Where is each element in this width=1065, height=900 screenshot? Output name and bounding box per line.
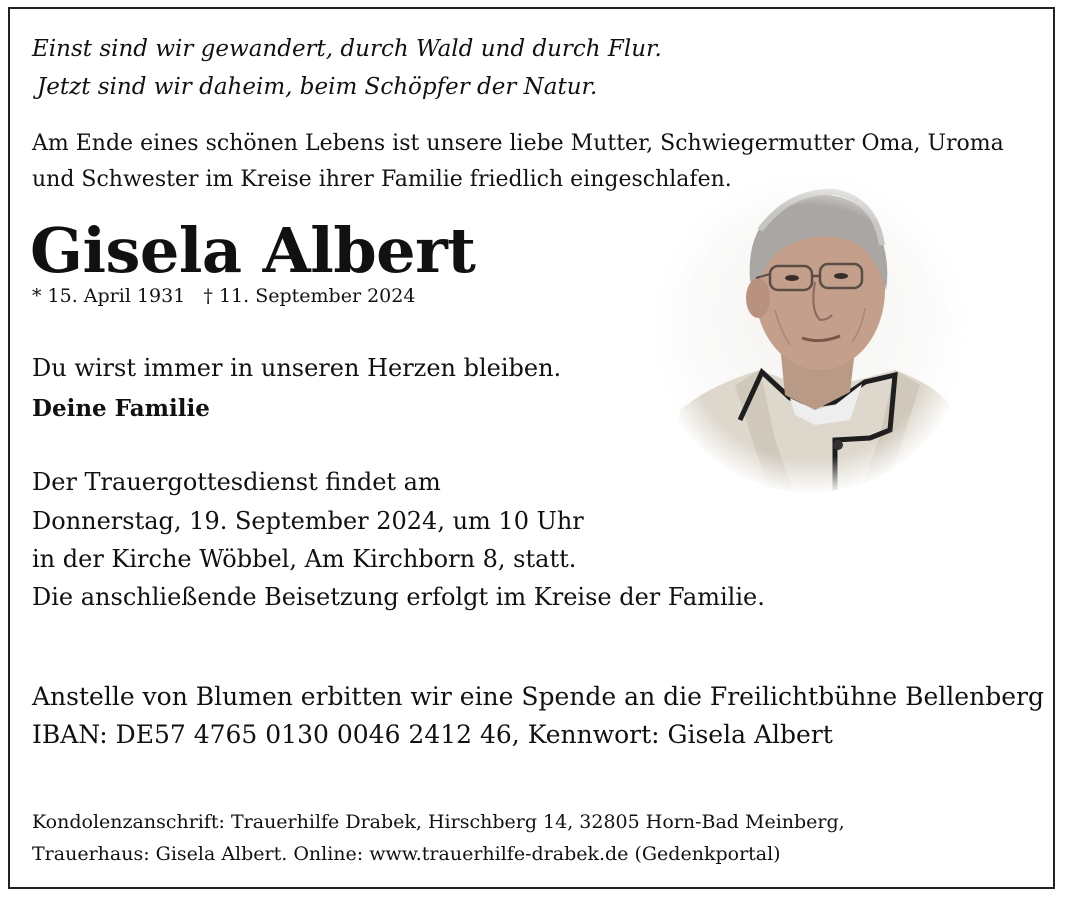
donation-line-1: Anstelle von Blumen erbitten wir eine Spende an die Freilichtbühne Bellenberg bbox=[32, 682, 1044, 711]
contact-line-2: Trauerhaus: Gisela Albert. Online: www.trauerhilfe-drabek.de (Gedenkportal) bbox=[32, 843, 781, 865]
intro-line-1: Am Ende eines schönen Lebens ist unsere liebe Mutter, Schwiegermutter Oma, Uroma bbox=[32, 131, 1004, 156]
deceased-name: Gisela Albert bbox=[30, 214, 476, 287]
poem-line-1: Einst sind wir gewandert, durch Wald und durch Flur. bbox=[32, 36, 662, 62]
donation-line-2: IBAN: DE57 4765 0130 0046 2412 46, Kennwort: Gisela Albert bbox=[32, 720, 833, 749]
poem-line-2: Jetzt sind wir daheim, beim Schöpfer der Natur. bbox=[37, 74, 598, 100]
intro-line-2: und Schwester im Kreise ihrer Familie friedlich eingeschlafen. bbox=[32, 167, 732, 192]
farewell-message: Du wirst immer in unseren Herzen bleiben. bbox=[32, 354, 562, 382]
life-dates: * 15. April 1931 † 11. September 2024 bbox=[32, 285, 416, 307]
service-line-3: in der Kirche Wöbbel, Am Kirchborn 8, statt. bbox=[32, 545, 577, 573]
service-line-1: Der Trauergottesdienst findet am bbox=[32, 468, 441, 496]
portrait-photo bbox=[650, 170, 970, 495]
service-line-2: Donnerstag, 19. September 2024, um 10 Uhr bbox=[32, 507, 584, 535]
contact-line-1: Kondolenzanschrift: Trauerhilfe Drabek, Hirschberg 14, 32805 Horn-Bad Meinberg, bbox=[32, 811, 845, 833]
service-line-4: Die anschließende Beisetzung erfolgt im Kreise der Familie. bbox=[32, 583, 765, 611]
family-signature: Deine Familie bbox=[32, 395, 210, 422]
